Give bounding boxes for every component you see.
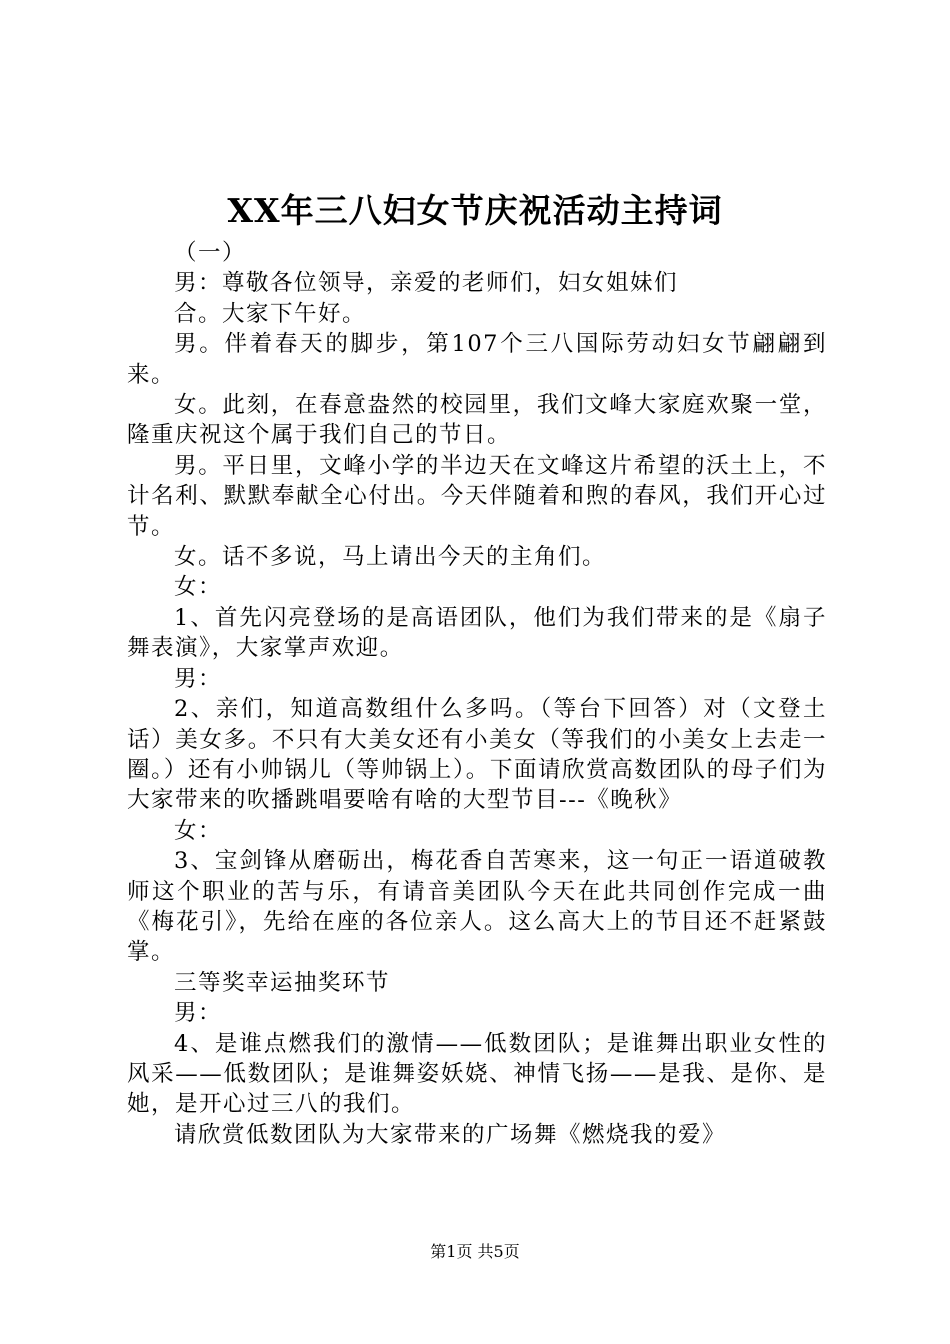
paragraph: 男。伴着春天的脚步，第107个三八国际劳动妇女节翩翩到来。 [127, 331, 827, 388]
paragraph-together: 合。大家下午好。 [174, 300, 367, 327]
paragraph: 女。话不多说，马上请出今天的主角们。 [174, 544, 607, 571]
speaker-label: 女： [174, 574, 223, 601]
program-item: 1、首先闪亮登场的是高语团队，他们为我们带来的是《扇子舞表演》，大家掌声欢迎。 [127, 604, 827, 662]
paragraph: 请欣赏低数团队为大家带来的广场舞《燃烧我的爱》 [174, 1121, 727, 1148]
document-title: XX年三八妇女节庆祝活动主持词 [227, 191, 723, 230]
page-footer: 第1页 共5页 [430, 1242, 520, 1261]
speaker-label: 男： [174, 1000, 223, 1027]
paragraph-section-marker: （一） [174, 240, 247, 266]
speaker-label: 女： [174, 817, 223, 844]
section-heading: 三等奖幸运抽奖环节 [174, 969, 391, 996]
document-body [127, 238, 827, 1150]
speaker-label: 男： [174, 665, 223, 692]
program-item: 3、宝剑锋从磨砺出，梅花香自苦寒来，这一句正一语道破教师这个职业的苦与乐，有请音美团队今天在此共同创作完成一曲《梅花引》，先给在座的各位亲人。这么高大上的节目还不赶紧鼓掌。 [127, 848, 827, 966]
paragraph: 男。平日里，文峰小学的半边天在文峰这片希望的沃土上，不计名利、默默奉献全心付出。今天伴随着和煦的春风，我们开心过节。 [127, 452, 827, 540]
program-item: 2、亲们，知道高数组什么多吗。（等台下回答）对（文登土话）美女多。不只有大美女还有小美女（等我们的小美女上去走一圈。）还有小帅锅儿（等帅锅上）。下面请欣赏高数团队的母子们为大家带来的吹播跳唱要啥有啥的大型节目---《晚秋》 [127, 696, 827, 814]
paragraph: 女。此刻，在春意盎然的校园里，我们文峰大家庭欢聚一堂，隆重庆祝这个属于我们自己的节日。 [127, 392, 827, 449]
program-item: 4、是谁点燃我们的激情——低数团队；是谁舞出职业女性的风采——低数团队；是谁舞姿妖娆、神情飞扬——是我、是你、是她，是开心过三八的我们。 [127, 1030, 827, 1118]
paragraph-greeting: 男：尊敬各位领导，亲爱的老师们，妇女姐妹们 [174, 270, 679, 297]
